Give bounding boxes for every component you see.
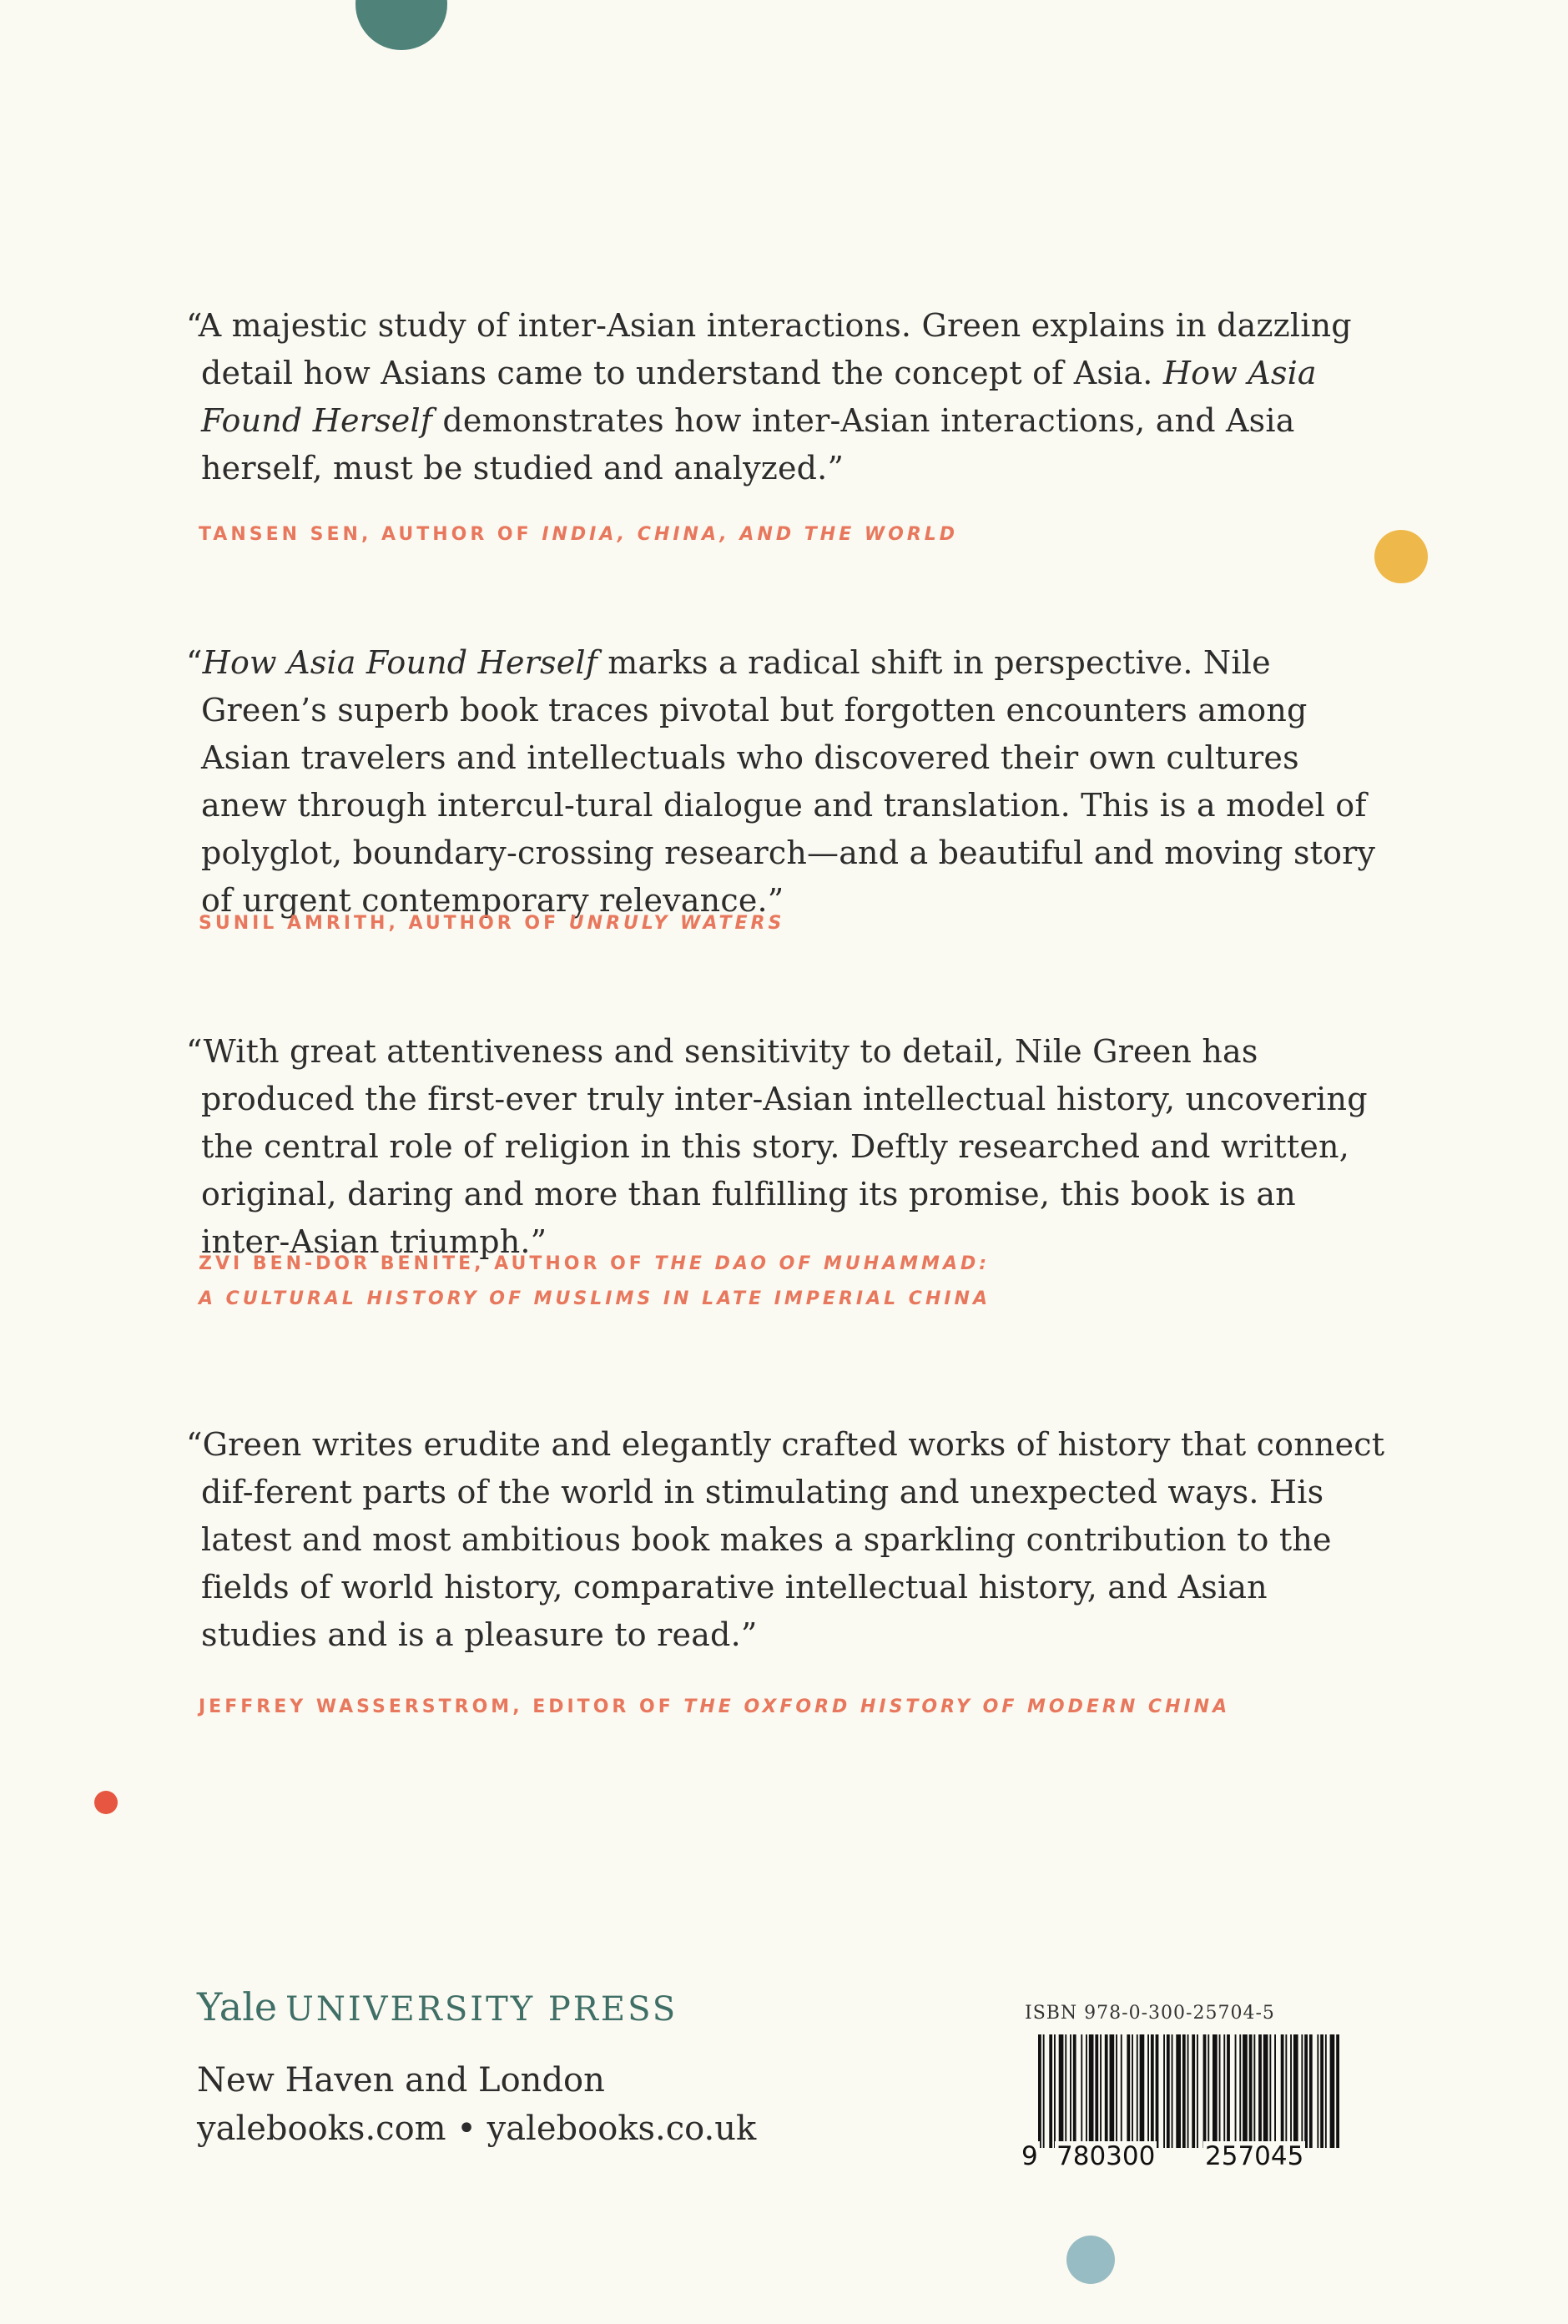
barcode-bar <box>1219 2034 1221 2148</box>
barcode-bar <box>1121 2034 1122 2148</box>
barcode-bar <box>1304 2034 1308 2148</box>
barcode-bar <box>1192 2034 1195 2148</box>
barcode-bar <box>1116 2034 1117 2148</box>
blurb-quote-1: “A majestic study of inter-Asian interactions. Green explains in dazzling detail how Asians came to understand the concept of Asia. How Asia Found Herself demonstrates how inter-Asian interactions, and Asia herself, must be studied and analyzed.” <box>186 307 1352 486</box>
barcode-bar <box>1086 2034 1087 2148</box>
barcode-bar <box>1081 2034 1082 2148</box>
barcode-bar <box>1249 2034 1253 2148</box>
blurb-quote-4: “Green writes erudite and elegantly crafted works of history that connect dif-ferent parts of the world in stimulating and unexpected ways. His latest and most ambitious book makes a sparkling contribution to the fields of world history, comparative intellectual history, and Asian studies and is a pleasure to read.” <box>186 1426 1385 1653</box>
barcode-bar <box>1243 2034 1248 2148</box>
blurb-quote-2: “How Asia Found Herself marks a radical shift in perspective. Nile Green’s superb book traces pivotal but forgotten encounters among Asian travelers and intellectuals who discovered their own cultures anew through intercul-tural dialogue and translation. This is a model of polyglot, boundary-crossing research—and a beautiful and moving story of urgent contemporary relevance.” <box>186 644 1376 919</box>
barcode-bar <box>1140 2034 1145 2148</box>
barcode-bar <box>1167 2034 1170 2148</box>
barcode-bar <box>1182 2034 1186 2148</box>
blurb-attribution-1: TANSEN SEN, AUTHOR OF INDIA, CHINA, AND THE WORLD <box>199 524 959 545</box>
barcode-bar <box>1263 2034 1268 2148</box>
barcode-bar <box>1320 2034 1323 2148</box>
decorative-dot-blue <box>1066 2236 1115 2284</box>
barcode-bar <box>1187 2034 1189 2148</box>
barcode-bar <box>1227 2034 1230 2148</box>
barcode-bar <box>1127 2034 1130 2148</box>
barcode-bar <box>1208 2034 1209 2148</box>
barcode-bar <box>1301 2034 1303 2148</box>
barcode-bar <box>1095 2034 1098 2148</box>
barcode-bar <box>1213 2034 1218 2148</box>
publisher-block <box>197 1984 756 2153</box>
barcode-bar <box>1258 2034 1262 2148</box>
publisher-cities: New Haven and London <box>197 2061 605 2100</box>
barcode-bar <box>1110 2034 1115 2148</box>
barcode-digits-left: 780300 <box>1056 2141 1156 2171</box>
blurb-quote-3: “With great attentiveness and sensitivity to detail, Nile Green has produced the first-ever truly inter-Asian intellectual history, uncovering the central role of religion in this story. Deftly researched and written, original, daring and more than fulfilling its promise, this book is an inter-Asian triumph.” <box>186 1033 1368 1260</box>
barcode-bar <box>1317 2034 1318 2148</box>
barcode-bar <box>1089 2034 1094 2148</box>
barcode-bar <box>1290 2034 1292 2148</box>
barcode-bar <box>1325 2034 1327 2148</box>
barcode-bar <box>1070 2034 1071 2148</box>
decorative-dot-yellow <box>1374 530 1428 583</box>
barcode-bar <box>1293 2034 1298 2148</box>
barcode-bar <box>1151 2034 1154 2148</box>
decorative-dot-teal <box>355 0 447 50</box>
barcode-bar <box>1274 2034 1276 2148</box>
barcode-bar <box>1147 2034 1149 2148</box>
publisher-logo: Yale UNIVERSITY PRESS <box>197 1984 678 2029</box>
barcode-bar <box>1105 2034 1108 2148</box>
barcode-block <box>1020 2003 1342 2171</box>
barcode-bar <box>1100 2034 1102 2148</box>
barcode-bar <box>1285 2034 1287 2148</box>
barcode-bar <box>1065 2034 1066 2148</box>
barcode-bar <box>1132 2034 1133 2148</box>
blurb-attribution-3: ZVI BEN-DOR BENITE, AUTHOR OF THE DAO OF MUHAMMAD: A CULTURAL HISTORY OF MUSLIMS IN LATE IMPERIAL CHINA <box>199 1253 991 1309</box>
barcode-bar <box>1281 2034 1284 2148</box>
barcode-bar <box>1059 2034 1064 2148</box>
barcode-bar <box>1176 2034 1181 2148</box>
barcode-bar <box>1163 2034 1165 2148</box>
barcode-bar <box>1156 2034 1159 2148</box>
barcode-bar <box>1038 2034 1041 2148</box>
decorative-dot-red <box>94 1791 118 1814</box>
barcode-bar <box>1203 2034 1207 2148</box>
barcode-bar <box>1054 2034 1056 2148</box>
barcode-bar <box>1073 2034 1076 2148</box>
barcode-digit-first: 9 <box>1021 2141 1038 2171</box>
barcode-bar <box>1223 2034 1225 2148</box>
barcode-bar <box>1049 2034 1052 2148</box>
barcode-bar <box>1235 2034 1237 2148</box>
barcode-bar <box>1239 2034 1241 2148</box>
publisher-websites: yalebooks.com • yalebooks.co.uk <box>197 2110 757 2148</box>
barcode-bar <box>1330 2034 1335 2148</box>
barcode-bar <box>1172 2034 1173 2148</box>
barcode-bar <box>1309 2034 1313 2148</box>
barcode-bar <box>1043 2034 1045 2148</box>
barcode-bar <box>1253 2034 1255 2148</box>
barcode-bar <box>1197 2034 1198 2148</box>
blurb-attribution-2: SUNIL AMRITH, AUTHOR OF UNRULY WATERS <box>199 913 785 934</box>
barcode-bar <box>1137 2034 1138 2148</box>
blurb-attribution-4: JEFFREY WASSERSTROM, EDITOR OF THE OXFORD HISTORY OF MODERN CHINA <box>199 1696 1231 1717</box>
barcode-bar <box>1336 2034 1339 2148</box>
isbn-label: ISBN 978-0-300-25704-5 <box>1025 2003 1275 2024</box>
barcode-digits-right: 257045 <box>1205 2141 1304 2171</box>
barcode-bar <box>1269 2034 1271 2148</box>
